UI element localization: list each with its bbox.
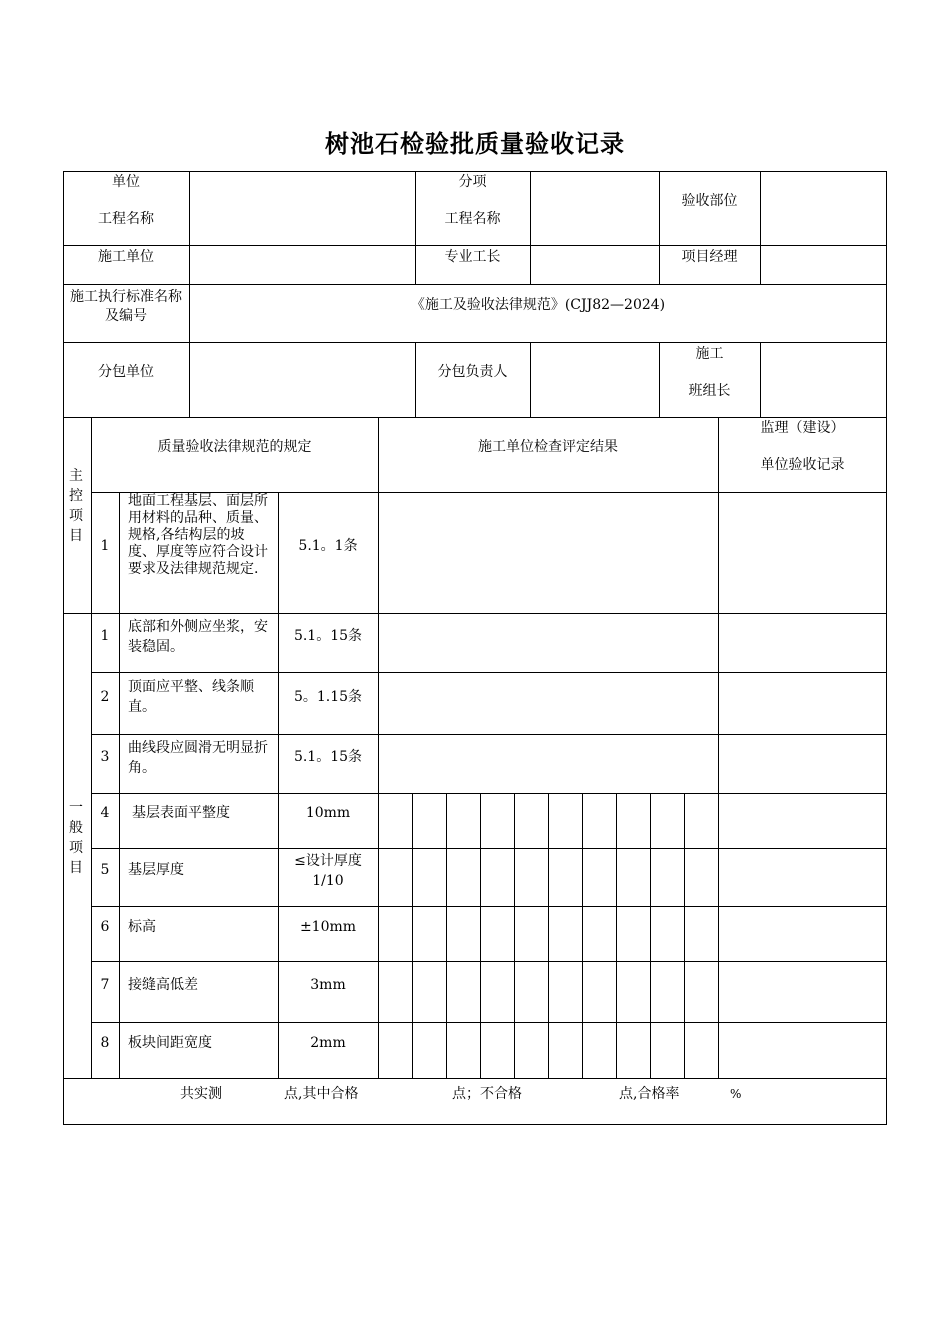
summary-unqualified: 点；不合格 [452,1086,522,1102]
column-divider [378,417,379,1079]
row-divider [91,961,887,962]
unit-project-label: 工程名称 [98,211,154,227]
item-clause: 3mm [310,977,346,993]
item-description: 接缝高低差 [128,977,198,993]
item-number: 7 [100,977,110,993]
item-description: 板块间距宽度 [128,1035,212,1051]
main-control-label: 主控项目 [69,468,83,544]
column-divider [659,171,660,284]
team-leader-label: 施工 [695,346,724,362]
project-manager-label: 项目经理 [681,249,738,265]
row-divider [91,672,887,673]
sub-project-label: 分项 [458,174,487,190]
column-divider [530,171,531,284]
spec-column-header: 质量验收法律规范的规定 [157,439,312,455]
row-divider [91,734,887,735]
row-divider [91,906,887,907]
column-divider [760,171,761,284]
item-description: 曲线段应圆滑无明显折角。 [128,740,268,776]
measure-cell-divider [650,793,651,1079]
item-number: 5 [100,862,110,878]
subcontractor-label: 分包单位 [98,364,154,380]
measure-cell-divider [548,793,549,1079]
measure-cell-divider [514,793,515,1079]
row-divider [91,848,887,849]
item-description: 底部和外侧应坐浆，安装稳固。 [128,619,268,655]
page-title: 树池石检验批质量验收记录 [325,130,625,158]
item-clause: 10mm [305,805,351,821]
row-divider [63,417,887,418]
item-description: 地面工程基层、面层所用材料的品种、质量、规格,各结构层的坡度、厚度等应符合设计要求及法律规范规定. [128,493,268,577]
row-divider [91,1022,887,1023]
column-divider [119,492,120,1079]
item-description: 标高 [128,919,156,935]
item-clause: ≤设计厚度1/10 [294,853,362,889]
item-clause: 5.1。15条 [293,749,363,765]
sub-project-label: 工程名称 [444,211,501,227]
summary-measured: 共实测 [180,1086,222,1102]
result-column-header: 施工单位检查评定结果 [478,439,618,455]
summary-rate: 点,合格率 [619,1086,680,1102]
construction-unit-label: 施工单位 [98,249,154,265]
item-clause: 5.1。1条 [298,538,358,554]
item-number: 1 [100,628,110,644]
measure-cell-divider [480,793,481,1079]
supervision-column-header: 单位验收记录 [760,457,845,473]
team-leader-label: 班组长 [688,383,731,399]
item-number: 2 [100,689,110,705]
item-number: 8 [100,1035,110,1051]
row-divider [63,245,887,246]
item-number: 6 [100,919,110,935]
specialty-foreman-label: 专业工长 [444,249,501,265]
summary-qualified: 点,其中合格 [284,1086,359,1102]
unit-project-label: 单位 [112,174,140,190]
supervision-column-header: 监理（建设） [760,420,845,436]
item-description: 顶面应平整、线条顺直。 [128,679,254,715]
measure-cell-divider [582,793,583,1079]
item-number: 4 [100,805,110,821]
acceptance-part-label: 验收部位 [681,193,738,209]
general-items-label: 一般项目 [69,800,83,876]
column-divider [760,342,761,417]
measure-cell-divider [616,793,617,1079]
column-divider [530,342,531,417]
measure-cell-divider [412,793,413,1079]
subcontract-head-label: 分包负责人 [437,364,508,380]
row-divider [63,613,887,614]
item-number: 1 [100,538,110,554]
row-divider [91,793,887,794]
measure-cell-divider [446,793,447,1079]
row-divider [63,284,887,285]
row-divider [63,1078,887,1079]
column-divider [189,171,190,417]
item-number: 3 [100,749,110,765]
item-description: 基层表面平整度 [132,805,230,821]
summary-percent: % [730,1087,742,1101]
item-clause: 5.1。15条 [293,628,363,644]
column-divider [718,417,719,1079]
standard-value: 《施工及验收法律规范》(CJJ82—2024) [410,297,666,313]
measure-cell-divider [684,793,685,1079]
item-clause: 5。1.15条 [293,689,363,705]
item-clause: 2mm [310,1035,346,1051]
item-clause: ±10mm [299,919,357,935]
row-divider [63,342,887,343]
standard-label: 施工执行标准名称及编号 [70,289,182,324]
item-description: 基层厚度 [128,862,184,878]
